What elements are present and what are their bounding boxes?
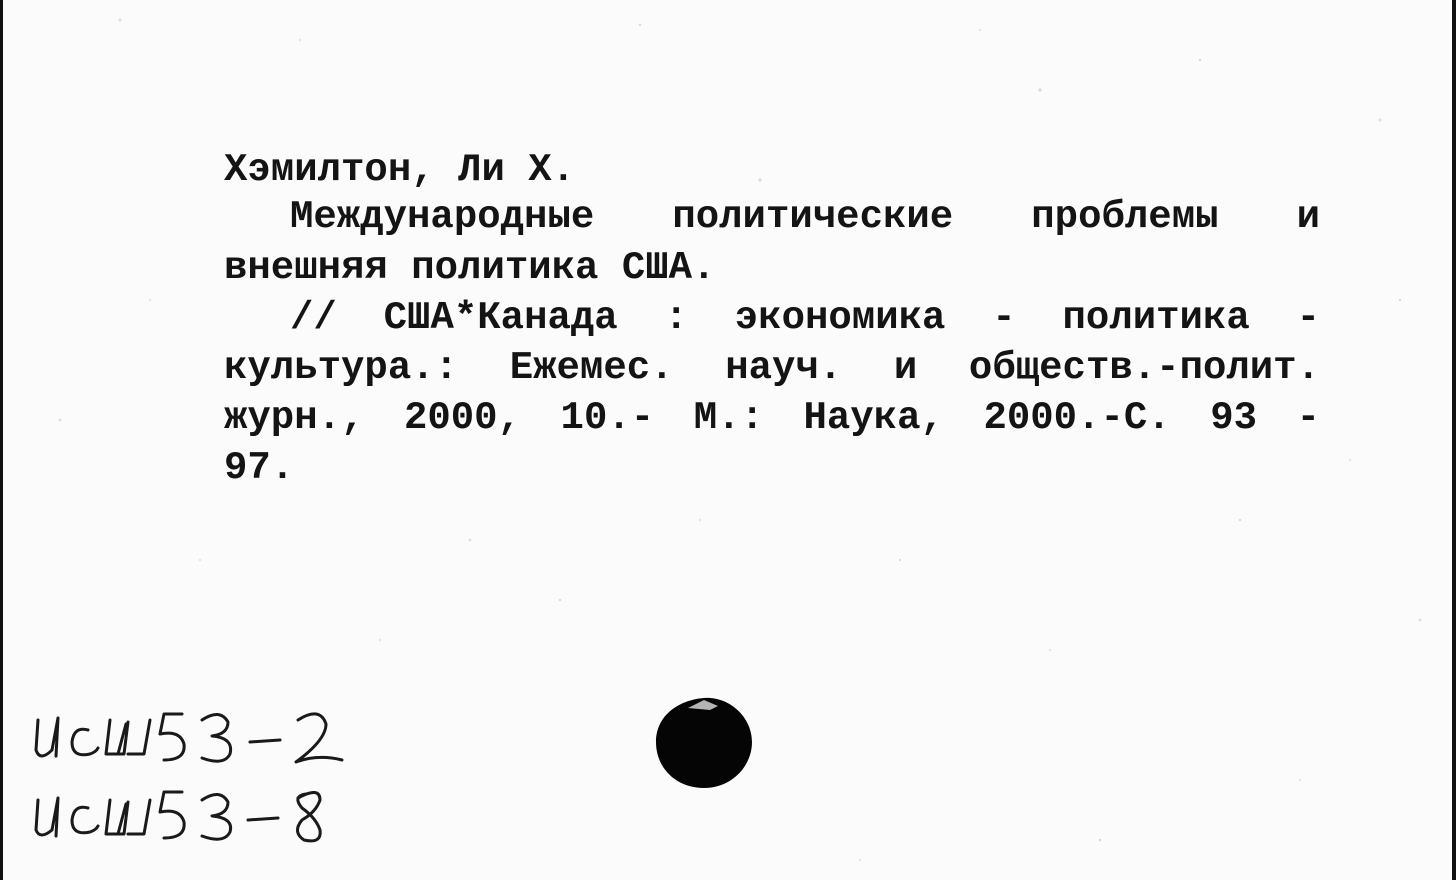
source-line-4: 97.	[224, 446, 295, 490]
title-line-2: внешняя политика США.	[224, 246, 716, 290]
source-line-2: культура.: Ежемес. науч. и обществ.-полит.	[224, 346, 1320, 390]
title-line-1: Международные политические проблемы и	[290, 195, 1320, 239]
source-line-1: // США*Канада : экономика - политика -	[290, 296, 1320, 340]
punch-hole	[652, 694, 756, 790]
author-heading: Хэмилтон, Ли Х.	[224, 148, 576, 192]
handwritten-shelf-marks	[30, 690, 450, 860]
source-line-3: журн., 2000, 10.- М.: Наука, 2000.-С. 93 -	[224, 396, 1320, 440]
